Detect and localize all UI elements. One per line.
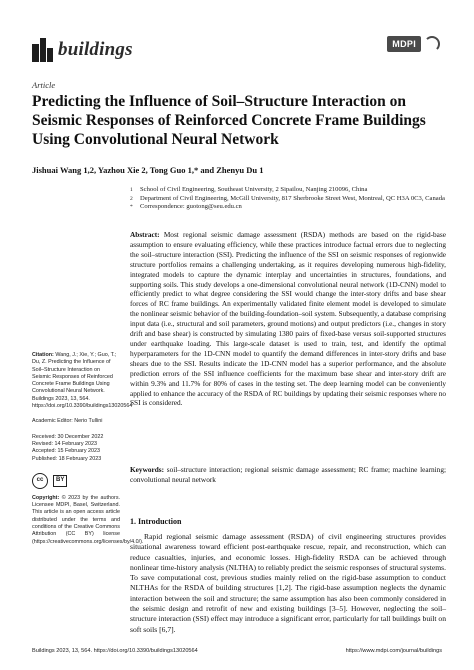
cc-by-badge: BY bbox=[53, 475, 67, 486]
creative-commons-logo[interactable] bbox=[32, 473, 120, 489]
abstract-text: Most regional seismic damage assessment (RSDA) methods are based on the rigid-base assumption to ensure evaluating efficiency, while these practices introduce factual errors due to neglecting the soil–structure interaction (SSI). Predicting the influence of the SSI on seismic responses of regionwide structure portfolios remains a challenging undertaking, as it requires developing numerous high-fidelity, integrated models to capture the dynamic interplay and uncertainties in structures, foundations, and supporting soils. This study develops a one-dimensional convolutional neural network (1D-CNN) model to efficiently predict to what degree considering the SSI would change the inter-story drifts and base shear forces of RC frame buildings. An experimentally validated finite element model is developed to simulate the nonlinear seismic behavior of the building-foundation–soil system. Subsequently, a database comprising input data (i.e., structural and soil parameters, ground motions) and output predictors (i.e., changes in story drift and base shear) is constructed by simulating 1380 pairs of fixed-base versus soil-supported structures under earthquake loading. This large-scale dataset is used to train, test, and identify the optimal hyperparameters for the 1D-CNN model to quantify the demand differences in inter-story drifts and base shears due to the SSI. Results indicate the 1D-CNN model has a superior performance, and the absolute prediction errors of the SSI influence coefficients for the maximum base shear and inter-story drift are within 9.3% and 11.7% for 80% of cases in the testing set. The deep learning model can be conveniently applied to enhance the accuracy of the RSDA of RC buildings by updating their seismic responses where no SSI is considered. bbox=[130, 230, 446, 408]
mdpi-logo-text: MDPI bbox=[387, 36, 421, 52]
publisher-logo[interactable] bbox=[387, 36, 440, 52]
correspondence[interactable]: * Correspondence: guotong@seu.edu.cn bbox=[130, 203, 242, 211]
keywords-label: Keywords: bbox=[130, 465, 165, 474]
academic-editor: Academic Editor: Nerio Tullini bbox=[32, 418, 103, 425]
paper-title: Predicting the Influence of Soil–Structure Interaction on Seismic Responses of Reinforced Concrete Frame Buildings Using Convolutional Neural Network bbox=[32, 93, 426, 148]
mdpi-swoosh-icon bbox=[424, 36, 440, 52]
citation[interactable]: Citation: Wang, J.; Xie, Y.; Guo, T.; Du, Z. Predicting the Influence of Soil–Structure Interaction on Seismic Responses of Reinforced Concrete Frame Buildings Using Convolutional Neural Network. Buildings 2023, 13, 564. https://doi.org/10.3390/buildings13020564 bbox=[32, 352, 133, 410]
section-heading-introduction: 1. Introduction bbox=[130, 517, 182, 526]
journal-name: buildings bbox=[58, 39, 133, 60]
abstract bbox=[130, 230, 446, 408]
revised-date: Revised: 14 February 2023 bbox=[32, 440, 98, 447]
affiliations bbox=[130, 186, 450, 212]
journal-logo[interactable] bbox=[32, 38, 133, 62]
footer-journal-url[interactable]: https://www.mdpi.com/journal/buildings bbox=[345, 648, 442, 654]
page-footer bbox=[32, 648, 442, 654]
article-info-sidebar bbox=[32, 352, 144, 546]
buildings-logo-icon bbox=[32, 38, 54, 62]
copyright-notice: Copyright: © 2023 by the authors. Licensee MDPI, Basel, Switzerland. This article is an open access article distributed under the terms and conditions of the Creative Commons Attribution (CC BY) license (https://creativecommons.org/licenses/by/4.0/). bbox=[32, 494, 144, 545]
abstract-label: Abstract: bbox=[130, 230, 160, 239]
footer-citation[interactable]: Buildings 2023, 13, 564. https://doi.org/10.3390/buildings13020564 bbox=[32, 648, 198, 654]
introduction-paragraph: Rapid regional seismic damage assessment (RSDA) of civil engineering structures provides situational awareness toward efficient post-earthquake rescue, repair, and reconstruction, which can reduce casualties, injuries, and economic losses. High-fidelity RSDA can be achieved through nonlinear time-history analysis (NLTHA) to reliably predict the seismic responses of structural systems. To save computational cost, previous studies mainly relied on the rigid-base assumption to conduct NLTHAs for the RSDA of building structures [1,2]. The rigid-base assumption neglects the dynamic interaction between the soil and structure; the same assumption has also been commonly considered in the seismic design and retrofit of new and existing buildings [3–5]. However, neglecting the soil–structure interaction (SSI) effect may introduce a significant error, particularly for tall buildings built on soft soils [6,7]. bbox=[130, 532, 446, 634]
cc-icon: cc bbox=[32, 473, 48, 489]
keywords-text: soil–structure interaction; regional seismic damage assessment; RC frame; machine learning; convolutional neural network bbox=[130, 465, 446, 484]
article-type: Article bbox=[32, 80, 56, 90]
author-list: Jishuai Wang 1,2, Yazhou Xie 2, Tong Guo 1,* and Zhenyu Du 1 bbox=[32, 165, 264, 175]
affiliation-1: 1 School of Civil Engineering, Southeast University, 2 Sipailou, Nanjing 210096, China bbox=[130, 186, 368, 193]
accepted-date: Accepted: 15 February 2023 bbox=[32, 448, 101, 455]
publication-dates bbox=[32, 434, 120, 463]
published-date: Published: 18 February 2023 bbox=[32, 455, 102, 462]
keywords bbox=[130, 465, 446, 485]
affiliation-2: 2 Department of Civil Engineering, McGill University, 817 Sherbrooke Street West, Montreal, QC H3A 0C3, Canada bbox=[130, 194, 445, 202]
received-date: Received: 30 December 2022 bbox=[32, 433, 104, 440]
